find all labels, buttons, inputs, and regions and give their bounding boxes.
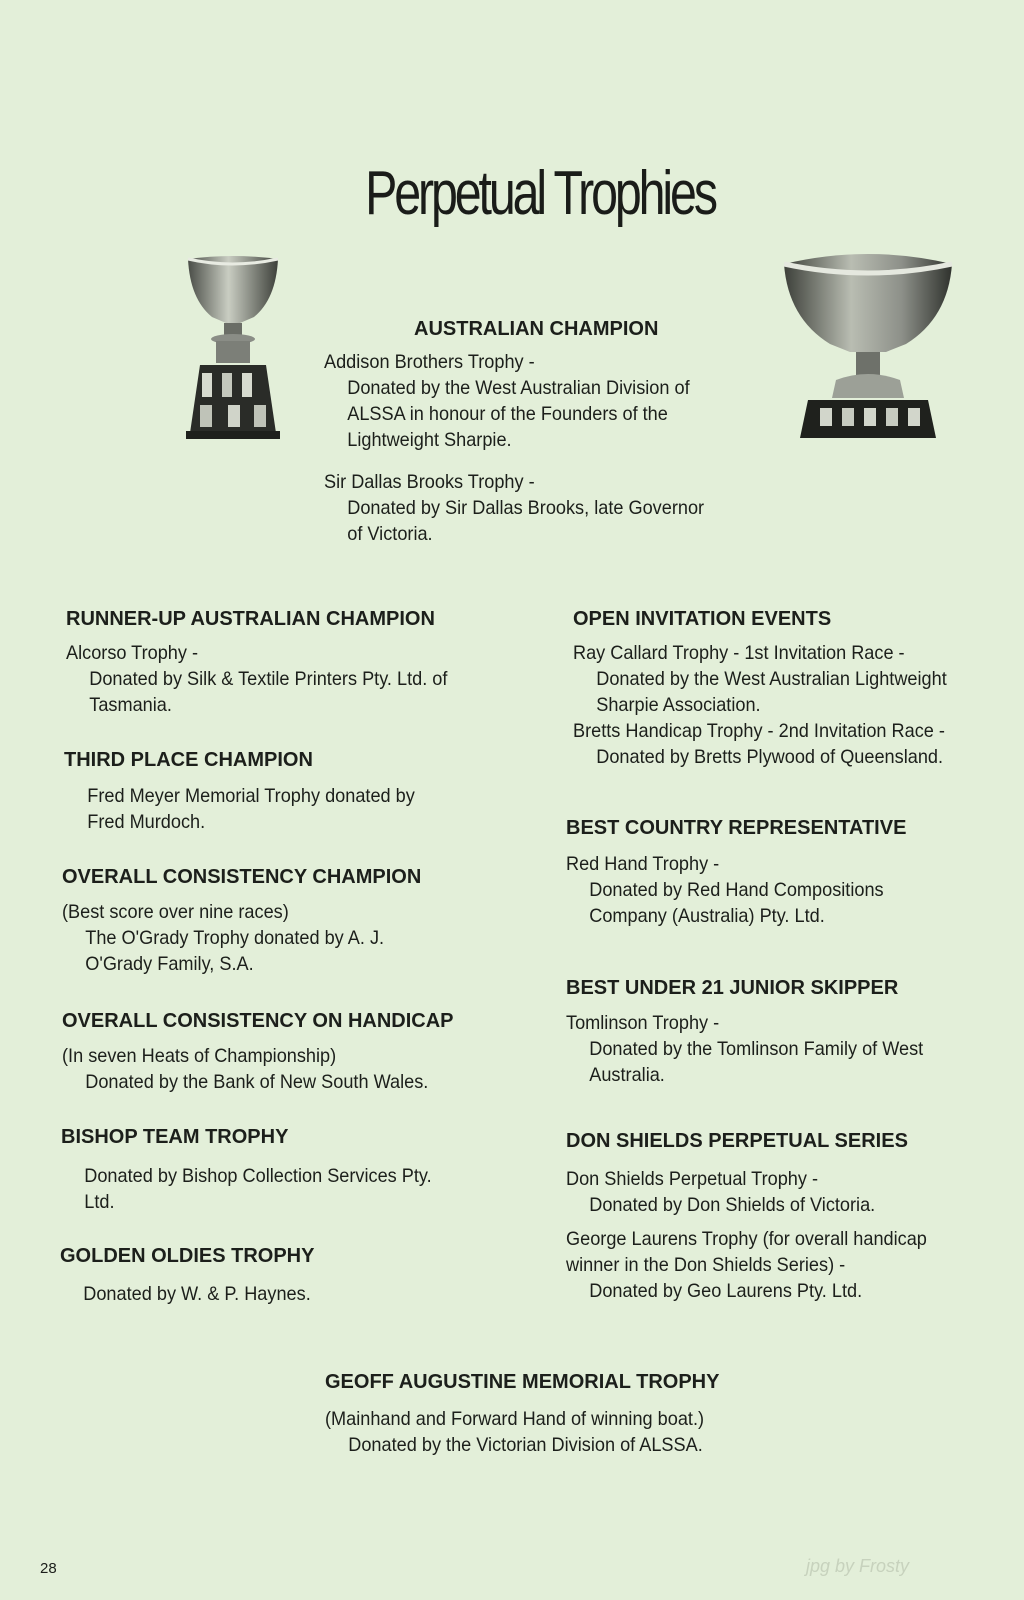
text-line: Ltd.	[84, 1191, 115, 1213]
text-line: Fred Murdoch.	[87, 811, 206, 833]
trophy-cup-left-image	[180, 255, 285, 455]
text-line: George Laurens Trophy (for overall handicap	[566, 1228, 927, 1250]
page-number: 28	[40, 1560, 57, 1577]
text-line: Donated by Red Hand Compositions	[589, 879, 884, 901]
under-21-heading: BEST UNDER 21 JUNIOR SKIPPER	[566, 977, 899, 999]
open-invitation-heading: OPEN INVITATION EVENTS	[573, 608, 832, 630]
bishop-team-heading: BISHOP TEAM TROPHY	[61, 1126, 289, 1148]
text-line: Tasmania.	[89, 694, 172, 716]
text-line: ALSSA in honour of the Founders of the	[347, 403, 668, 425]
text-line: Donated by the Bank of New South Wales.	[85, 1071, 429, 1093]
text-line: Donated by Bishop Collection Services Pty.	[84, 1165, 432, 1187]
text-line: Australia.	[589, 1064, 665, 1086]
text-line: Tomlinson Trophy -	[566, 1012, 720, 1034]
geoff-augustine-body	[325, 1406, 733, 1458]
trophy-bowl-right-image	[778, 248, 958, 458]
page-title: Perpetual Trophies	[365, 159, 715, 228]
handicap-body	[62, 1043, 456, 1095]
text-line: Bretts Handicap Trophy - 2nd Invitation Race -	[573, 720, 945, 742]
runner-up-body	[66, 640, 476, 718]
text-line: Alcorso Trophy -	[66, 642, 199, 664]
text-line: (Best score over nine races)	[62, 901, 289, 923]
don-shields-body	[566, 1166, 954, 1304]
text-line: Donated by the West Australian Lightweight	[596, 668, 947, 690]
text-line: Lightweight Sharpie.	[347, 429, 512, 451]
text-line: Don Shields Perpetual Trophy -	[566, 1168, 819, 1190]
third-place-heading: THIRD PLACE CHAMPION	[64, 749, 313, 771]
text-line: Donated by the Tomlinson Family of West	[589, 1038, 924, 1060]
text-line: Donated by Sir Dallas Brooks, late Governor	[347, 497, 705, 519]
geoff-augustine-heading: GEOFF AUGUSTINE MEMORIAL TROPHY	[325, 1371, 720, 1393]
text-line: Donated by W. & P. Haynes.	[83, 1283, 311, 1305]
bishop-team-body	[61, 1163, 460, 1215]
overall-consistency-body	[62, 899, 408, 977]
handicap-heading: OVERALL CONSISTENCY ON HANDICAP	[62, 1010, 454, 1032]
overall-consistency-heading: OVERALL CONSISTENCY CHAMPION	[62, 866, 422, 888]
text-line: Fred Meyer Memorial Trophy donated by	[87, 785, 415, 807]
text-line: (Mainhand and Forward Hand of winning boat.)	[325, 1408, 705, 1430]
text-line: Donated by Bretts Plywood of Queensland.	[596, 746, 944, 768]
text-line: Sir Dallas Brooks Trophy -	[324, 471, 535, 493]
text-line: Donated by Silk & Textile Printers Pty. Ltd. of	[89, 668, 448, 690]
text-line: Donated by Geo Laurens Pty. Ltd.	[589, 1280, 863, 1302]
australian-champion-heading: AUSTRALIAN CHAMPION	[414, 318, 659, 340]
under-21-body	[566, 1010, 950, 1088]
text-line: O'Grady Family, S.A.	[85, 953, 254, 975]
third-place-body	[64, 783, 441, 835]
text-line: Company (Australia) Pty. Ltd.	[589, 905, 825, 927]
text-line: winner in the Don Shields Series) -	[566, 1254, 846, 1276]
text-line: Ray Callard Trophy - 1st Invitation Race -	[573, 642, 905, 664]
golden-oldies-heading: GOLDEN OLDIES TROPHY	[60, 1245, 315, 1267]
text-line: Red Hand Trophy -	[566, 853, 720, 875]
text-line: (In seven Heats of Championship)	[62, 1045, 337, 1067]
open-invitation-body	[573, 640, 975, 770]
don-shields-heading: DON SHIELDS PERPETUAL SERIES	[566, 1130, 908, 1152]
watermark: jpg by Frosty	[806, 1556, 910, 1576]
text-line: of Victoria.	[347, 523, 433, 545]
text-line: The O'Grady Trophy donated by A. J.	[85, 927, 385, 949]
text-line: Donated by the Victorian Division of ALSSA.	[348, 1434, 703, 1456]
text-line: Addison Brothers Trophy -	[324, 351, 535, 373]
text-line: Donated by the West Australian Division of	[347, 377, 690, 399]
best-country-heading: BEST COUNTRY REPRESENTATIVE	[566, 817, 907, 839]
australian-champion-body	[324, 349, 733, 547]
golden-oldies-body	[60, 1281, 330, 1307]
text-line: Donated by Don Shields of Victoria.	[589, 1194, 876, 1216]
text-line: Sharpie Association.	[596, 694, 761, 716]
best-country-body	[566, 851, 908, 929]
runner-up-heading: RUNNER-UP AUSTRALIAN CHAMPION	[66, 608, 435, 630]
